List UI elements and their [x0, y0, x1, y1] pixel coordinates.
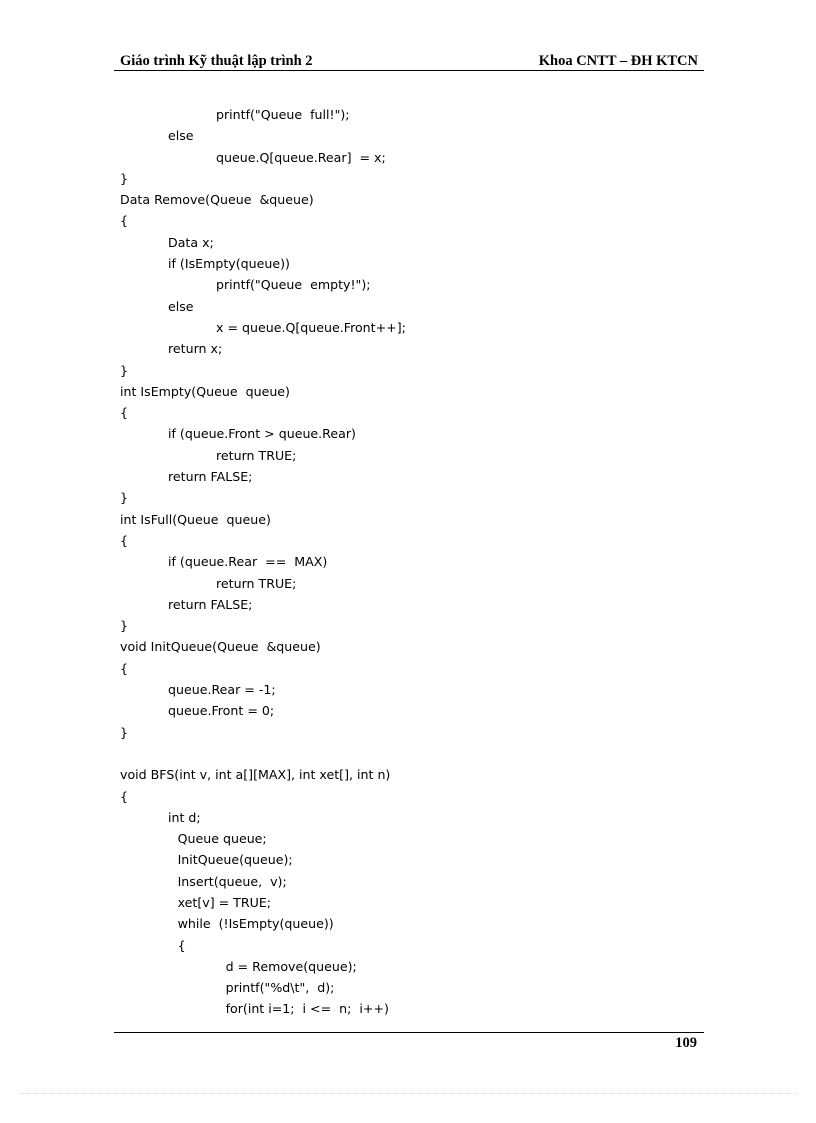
- code-line: queue.Front = 0;: [168, 703, 275, 719]
- code-line: void InitQueue(Queue &queue): [120, 639, 321, 655]
- footer-rule: [114, 1032, 704, 1033]
- code-line: if (IsEmpty(queue)): [168, 256, 290, 272]
- code-line: {: [177, 937, 186, 953]
- code-line: {: [120, 788, 129, 804]
- code-line: else: [168, 128, 194, 144]
- code-line: Data Remove(Queue &queue): [120, 192, 314, 208]
- code-line: int d;: [168, 809, 201, 825]
- code-line: InitQueue(queue);: [177, 852, 293, 868]
- code-line: if (queue.Front > queue.Rear): [168, 426, 356, 442]
- code-line: return TRUE;: [216, 447, 297, 463]
- code-line: printf("%d\t", d);: [225, 980, 335, 996]
- code-line: xet[v] = TRUE;: [177, 894, 272, 910]
- code-line: {: [120, 405, 129, 421]
- code-line: for(int i=1; i <= n; i++): [225, 1001, 389, 1017]
- code-line: }: [120, 724, 129, 740]
- code-listing: [120, 104, 406, 1020]
- code-line: int IsFull(Queue queue): [120, 511, 271, 527]
- code-line: {: [120, 532, 129, 548]
- code-line: }: [120, 490, 129, 506]
- code-line: return x;: [168, 341, 223, 357]
- code-line: void BFS(int v, int a[][MAX], int xet[], int n): [120, 767, 391, 783]
- code-line: Queue queue;: [177, 831, 267, 847]
- code-line: Data x;: [168, 234, 214, 250]
- code-line: return FALSE;: [168, 469, 253, 485]
- code-line: queue.Q[queue.Rear] = x;: [216, 149, 386, 165]
- code-line: {: [120, 660, 129, 676]
- code-line: }: [120, 618, 129, 634]
- page-header: [114, 52, 704, 71]
- code-line: printf("Queue empty!");: [216, 277, 371, 293]
- code-line: [120, 743, 406, 764]
- code-line: }: [120, 170, 129, 186]
- code-line: int IsEmpty(Queue queue): [120, 383, 290, 399]
- code-line: }: [120, 362, 129, 378]
- code-line: return FALSE;: [168, 596, 253, 612]
- code-line: while (!IsEmpty(queue)): [177, 916, 334, 932]
- code-line: {: [120, 213, 129, 229]
- code-line: queue.Rear = -1;: [168, 682, 276, 698]
- code-line: if (queue.Rear == MAX): [168, 554, 328, 570]
- code-line: printf("Queue full!");: [216, 107, 350, 122]
- code-line: return TRUE;: [216, 575, 297, 591]
- code-line: d = Remove(queue);: [225, 958, 357, 974]
- header-faculty: Khoa CNTT – ĐH KTCN: [538, 53, 698, 69]
- code-line: x = queue.Q[queue.Front++];: [216, 319, 406, 335]
- header-book-title: Giáo trình Kỹ thuật lập trình 2: [120, 53, 313, 69]
- code-line: else: [168, 298, 194, 314]
- page-number: 109: [675, 1035, 697, 1051]
- code-line: Insert(queue, v);: [177, 873, 287, 889]
- page-edge-divider: [20, 1093, 796, 1094]
